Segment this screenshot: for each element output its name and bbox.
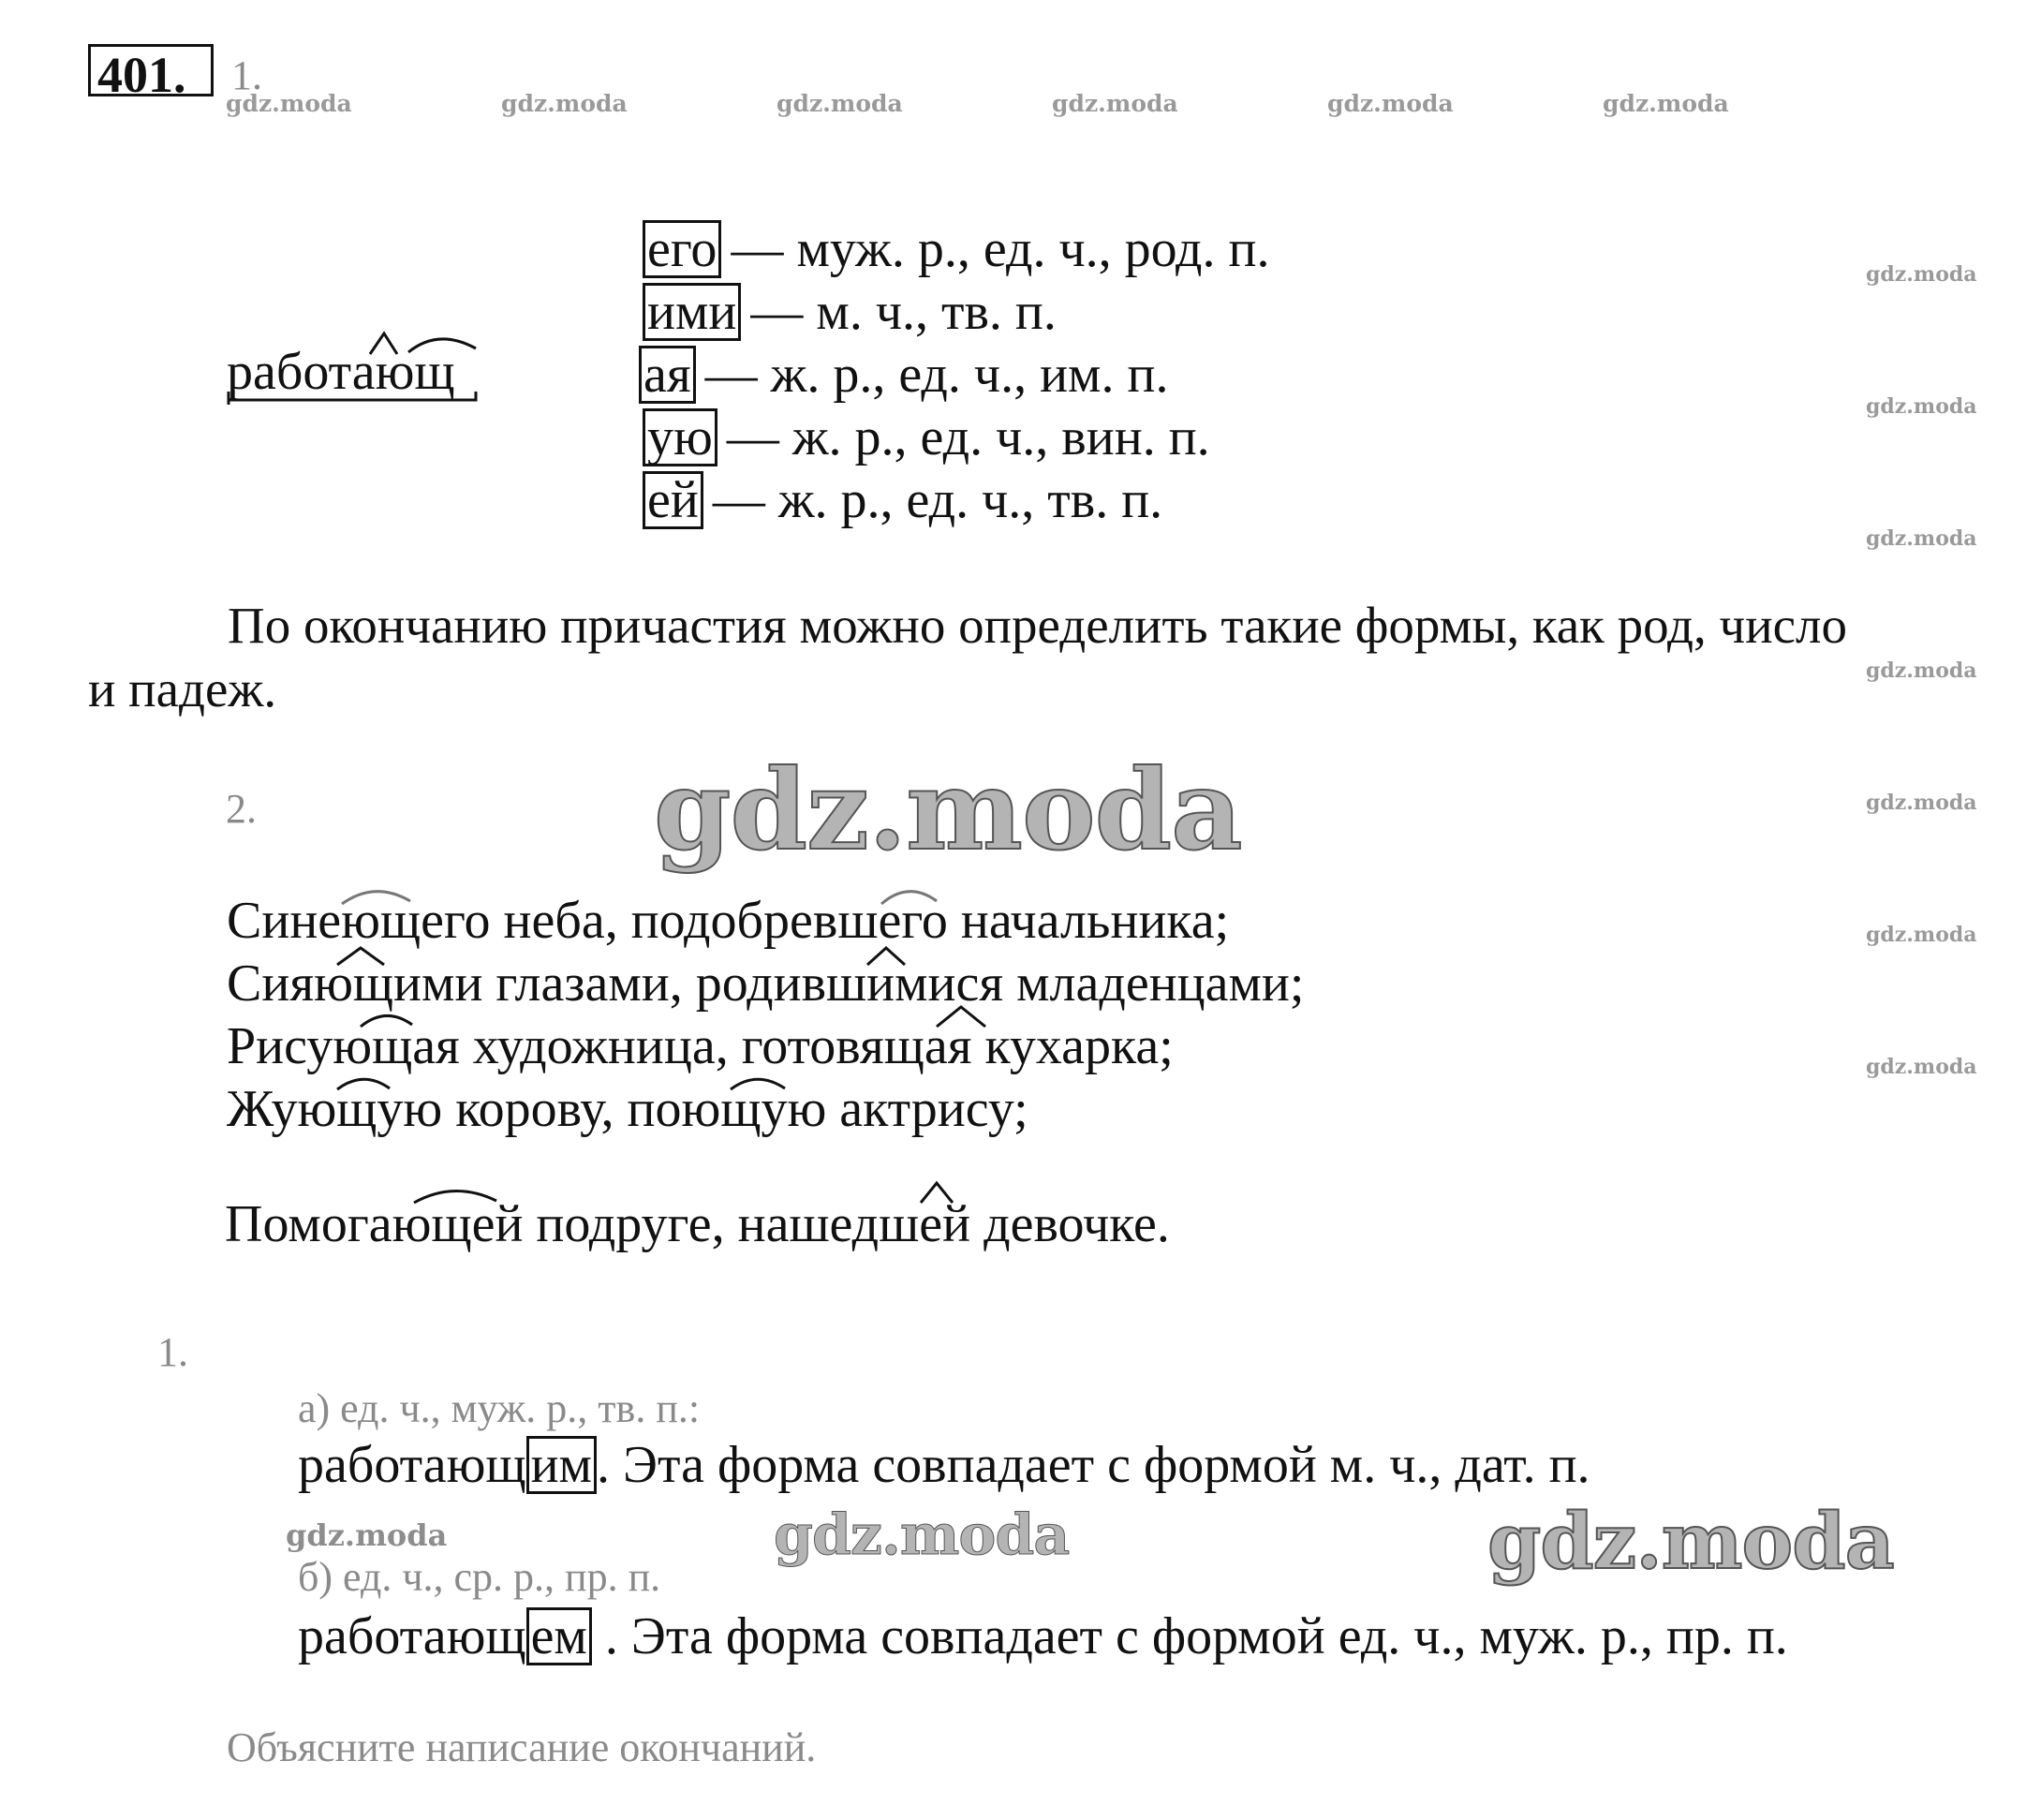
watermark-right-5: gdz.moda xyxy=(1866,791,1977,815)
phrase-4: Жующую корову, поющую актрису; xyxy=(227,1080,1028,1138)
watermark-right-6: gdz.moda xyxy=(1866,923,1977,947)
watermark-top-3: gdz.moda xyxy=(776,90,903,117)
suffix-caret-p2 xyxy=(361,1015,412,1027)
part3-label: 1. xyxy=(157,1329,188,1375)
conclusion-line-1: По окончанию причастия можно определить такие формы, как род, число xyxy=(228,597,1847,654)
answer-b-ending: ем xyxy=(526,1607,592,1665)
suffix-caret-p3a xyxy=(337,1079,390,1089)
answer-b-stem: работающ xyxy=(298,1607,526,1665)
watermark-top-1: gdz.moda xyxy=(226,90,352,117)
watermark-top-6: gdz.moda xyxy=(1603,90,1729,117)
ending-desc-1: — муж. р., ед. ч., род. п. xyxy=(731,220,1270,278)
footer-instruction: Объясните написание окончаний. xyxy=(227,1724,817,1770)
ending-box-5: ей xyxy=(643,471,703,529)
stem-bracket xyxy=(229,392,476,405)
suffix-caret-p1b xyxy=(881,892,937,904)
watermark-right-3: gdz.moda xyxy=(1866,526,1977,551)
watermark-right-4: gdz.moda xyxy=(1866,658,1977,683)
exercise-number: 401. xyxy=(97,47,186,103)
part1-label: 1. xyxy=(231,52,262,98)
suffix-caret-p1d xyxy=(867,948,905,965)
ending-desc-2: — м. ч., тв. п. xyxy=(750,283,1057,341)
watermark-right-2: gdz.moda xyxy=(1866,394,1977,419)
suffix-caret-p1a xyxy=(342,892,410,904)
ending-desc-4: — ж. р., ед. ч., вин. п. xyxy=(726,408,1210,466)
suffix-caret-2 xyxy=(408,339,476,352)
watermark-top-2: gdz.moda xyxy=(501,90,628,117)
ending-box-4: ую xyxy=(643,408,717,466)
suffix-caret-p1c xyxy=(337,948,384,965)
phrase-3: Рисующая художница, готовящая кухарка; xyxy=(227,1017,1174,1075)
part2-label: 2. xyxy=(226,786,257,832)
answer-a-rest: . Эта форма совпадает с формой м. ч., дат. п. xyxy=(596,1436,1590,1494)
watermark-bottom-right: gdz.moda xyxy=(1487,1497,1894,1587)
watermark-right-7: gdz.moda xyxy=(1866,1055,1977,1079)
phrase-1: Синеющего неба, подобревшего начальника; xyxy=(227,892,1230,950)
word-stem: работающ xyxy=(227,343,455,401)
suffix-caret-p5a xyxy=(414,1191,496,1203)
watermark-top-4: gdz.moda xyxy=(1052,90,1178,117)
watermark-bottom-left: gdz.moda xyxy=(286,1517,448,1553)
suffix-caret-p3b xyxy=(731,1079,785,1089)
suffix-caret-1 xyxy=(370,333,397,354)
answer-a-stem: работающ xyxy=(298,1436,526,1494)
phrase-5: Помогающей подруге, нашедшей девочке. xyxy=(225,1195,1170,1253)
suffix-caret-p5b xyxy=(921,1183,953,1203)
ending-box-3: ая xyxy=(639,346,696,404)
ending-box-2: ими xyxy=(643,283,741,341)
watermark-bottom-mid: gdz.moda xyxy=(774,1502,1070,1568)
watermark-right-1: gdz.moda xyxy=(1866,262,1977,287)
ending-desc-5: — ж. р., ед. ч., тв. п. xyxy=(712,471,1163,529)
ending-desc-3: — ж. р., ед. ч., им. п. xyxy=(704,346,1169,404)
answer-a-ending: им xyxy=(526,1436,597,1494)
conclusion-line-2: и падеж. xyxy=(88,660,277,718)
suffix-caret-p2b xyxy=(937,1007,985,1027)
watermark-top-5: gdz.moda xyxy=(1327,90,1454,117)
phrase-2: Сияющими глазами, родившимися младенцами; xyxy=(227,954,1305,1013)
ending-box-1: его xyxy=(643,220,721,278)
task-b: б) ед. ч., ср. р., пр. п. xyxy=(298,1554,661,1600)
answer-b-rest: . Эта форма совпадает с формой ед. ч., муж. р., пр. п. xyxy=(591,1607,1788,1665)
task-a: а) ед. ч., муж. р., тв. п.: xyxy=(298,1385,701,1431)
watermark-large-center: gdz.moda xyxy=(654,745,1242,875)
